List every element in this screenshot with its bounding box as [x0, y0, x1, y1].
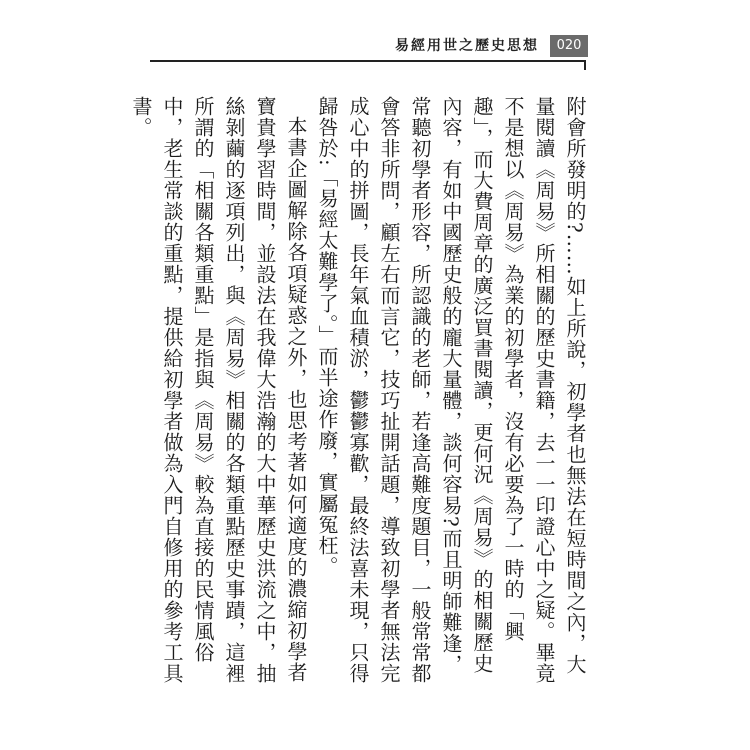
header-rule-tick [584, 60, 586, 70]
paragraph-2: 本書企圖解除各項疑惑之外，也思考著如何適度的濃縮初學者寶貴學習時間，並設法在我偉大浩瀚的大中華歷史洪流之中，抽絲剝繭的逐項列出，與《周易》相關的各類重點歷史事蹟，這裡所謂的「相關各類重點」是指與《周易》較為直接的民情風俗中，老生常談的重點，提供給初學者做為入門自修用的參考工具書。 [129, 96, 308, 684]
running-header-title: 易經用世之歷史思想 [395, 38, 539, 54]
header-rule [150, 60, 586, 62]
vertical-body-text [129, 96, 590, 686]
page-number-badge: 020 [550, 35, 588, 57]
paragraph-1: 附會所發明的?……如上所說，初學者也無法在短時間之內，大量閱讀《周易》所相關的歷史書籍，去一一印證心中之疑。畢竟不是想以《周易》為業的初學者，沒有必要為了一時的「興趣」，而大費周章的廣泛買書閱讀，更何況《周易》的相關歷史內容，有如中國歷史般的龐大量體，談何容易?而且明師難逢，常聽初學者形容，所認識的老師，若逢高難度題目，一般常常都會答非所問，顧左右而言它，技巧扯開話題，導致初學者無法完成心中的拼圖，長年氣血積淤，鬱鬱寡歡，最終法喜未現，只得歸咎於:「易經太難學了。」而半途作廢，實屬冤枉。 [315, 96, 587, 684]
